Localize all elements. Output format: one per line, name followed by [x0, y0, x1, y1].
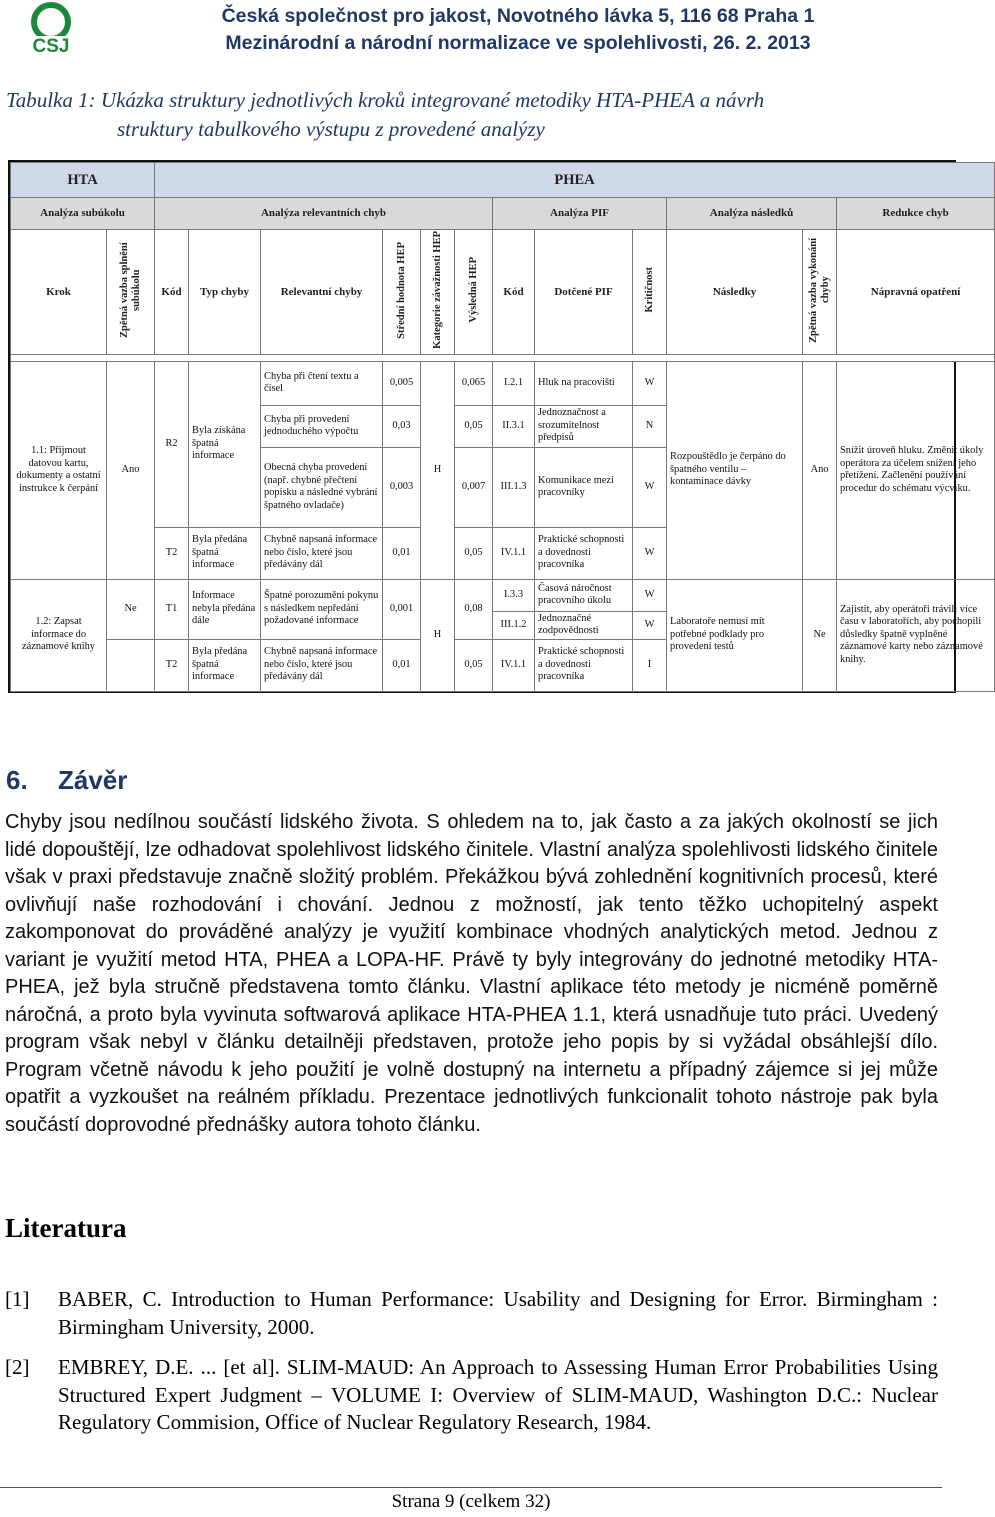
row-4-stredni: 0,001 [383, 579, 421, 639]
row-4-kod2: I.3.3 [493, 579, 535, 611]
subhead-redukce-chyb: Redukce chyb [837, 198, 995, 230]
row-5-krit: I [633, 639, 667, 691]
row-0-vysledna: 0,065 [455, 361, 493, 405]
row-3-chyba: Chybně napsaná informace nebo číslo, které jsou předávány dál [261, 527, 383, 579]
reference-text: EMBREY, D.E. ... [et al]. SLIM-MAUD: An Approach to Assessing Human Error Probabilities Using Structured Expert Judgment – VOLUME I: Overview of SLIM-MAUD, Washington D.C.: Nuclear Regulatory Commision, Office of Nuclear Regulatory Research, 1984. [58, 1355, 938, 1434]
subhead-analyza-subukolu: Analýza subúkolu [11, 198, 155, 230]
row-0-chyba: Chyba při čtení textu a čísel [261, 361, 383, 405]
col-relevantni-chyby: Relevantní chyby [261, 230, 383, 355]
header-line-1: Česká společnost pro jakost, Novotného lávka 5, 116 68 Praha 1 [221, 5, 815, 27]
conclusion-paragraph: Chyby jsou nedílnou součástí lidského života. S ohledem na to, jak často a za jakých okolností se jich lidé dopouštějí, lze odhadovat spolehlivost lidského činitele. Vlastní analýza spolehlivosti lidského činitele však v praxi představuje značně složitý problém. Překážkou bývá zohlednění kognitivních procesů, které ovlivňují naše rozhodování i chování. Jednou z možností, jak tento těžko uchopitelný aspekt zakomponovat do prováděné analýzy je využití kombinace vhodných analytických metod. Jednou z variant je využití metod HTA, PHEA a LOPA-HF. Právě ty byly integrovány do jednotné metodiky HTA-PHEA, jež byla stručně představena tomto článku. Vlastní aplikace této metody je nicméně poměrně náročná, a proto byla vyvinuta softwarová aplikace HTA-PHEA 1.1, která usnadňuje tuto práci. Uvedený program však nebyl v článku detailněji představen, protože jeho popis by si vyžádal obsáhlejší dílo. Program včetně návodu k jeho použití je volně dostupný na internetu a případný zájemce si jej může opatřit a vyzkoušet na reálném příkladu. Prezentace jednotlivých funkcionalit tohoto nástroje pak byla součástí doprovodné přednášky autora tohoto článku. [5, 811, 938, 1136]
section-heading [6, 765, 127, 796]
row-2-chyba: Obecná chyba provedení (např. chybné přečtení popisku a následné vybrání špatného ovladače) [261, 447, 383, 527]
step-2-zpetna-empty [107, 639, 155, 691]
row-2-stredni: 0,003 [383, 447, 421, 527]
step-2-zpetna: Ne [107, 579, 155, 639]
col-kriticnost: Kritičnost [643, 267, 655, 313]
col-nasledky: Následky [667, 230, 803, 355]
logo-text: CSJ [32, 36, 70, 57]
row-5-typ: Byla předána špatná informace [189, 639, 261, 691]
table-row [11, 579, 995, 611]
col-stredni-hodnota: Střední hodnota HEP [395, 241, 407, 339]
col-napravna: Nápravná opatření [837, 230, 995, 355]
section-number: 6. [6, 765, 28, 795]
col-kategorie: Kategorie závažnosti HEP [431, 231, 443, 349]
row-5-kod: T2 [155, 639, 189, 691]
literature-heading: Literatura [5, 1213, 127, 1243]
step-2-napravna: Zajistit, aby operátoři trávili více času v laboratořích, aby pochopili důsledky špatně vyplněné záznamové karty nebo záznamové knihy. [837, 579, 995, 691]
step-1-krok: 1.1: Přijmout datovou kartu, dokumenty a ostatní instrukce k čerpání [11, 361, 107, 579]
col-zpetna-vazba-chyby: Zpětná vazba vykonání chyby [807, 237, 831, 343]
page-header [0, 0, 960, 62]
row-3-kod: T2 [155, 527, 189, 579]
step-2-zpetna2: Ne [803, 579, 837, 691]
col-typ-chyby: Typ chyby [189, 230, 261, 355]
header-line-2: Mezinárodní a národní normalizace ve spolehlivosti, 26. 2. 2013 [225, 32, 811, 54]
row-4-kod: T1 [155, 579, 189, 639]
col-krok: Krok [11, 230, 107, 355]
csj-logo-icon [20, 2, 82, 57]
row-1-krit: N [633, 405, 667, 447]
table-row [11, 361, 995, 405]
step-2-krok: 1.2: Zapsat informace do záznamové knihy [11, 579, 107, 691]
table-caption [6, 86, 936, 144]
row-3-pif: Praktické schopnosti a dovednosti pracovníka [535, 527, 633, 579]
reference-text: BABER, C. Introduction to Human Performance: Usability and Designing for Error. Birmingham : Birmingham University, 2000. [58, 1287, 938, 1339]
col-zpetna-vazba-subukolu: Zpětná vazba splnění subúkolu [118, 242, 142, 338]
row-0-typ: Byla získána špatná informace [189, 361, 261, 527]
row-4-vysledna: 0,08 [455, 579, 493, 639]
reference-number: [1] [5, 1287, 30, 1311]
reference-item [5, 1286, 938, 1341]
reference-number: [2] [5, 1355, 30, 1379]
caption-line-1: Tabulka 1: Ukázka struktury jednotlivých kroků integrované metodiky HTA-PHEA a návrh [6, 88, 765, 112]
page-number: Strana 9 (celkem 32) [391, 1491, 551, 1512]
col-vysledna: Výsledná HEP [467, 257, 479, 323]
row-0-kod2: I.2.1 [493, 361, 535, 405]
row-0-kod: R2 [155, 361, 189, 527]
col-dotcene-pif: Dotčené PIF [535, 230, 633, 355]
row-4-typ: Informace nebyla předána dále [189, 579, 261, 639]
row-4-pifb: Jednoznačné zodpovědnosti [535, 611, 633, 639]
row-1-kod2: II.3.1 [493, 405, 535, 447]
group-hta: HTA [11, 163, 155, 198]
row-4-kod2b: III.1.2 [493, 611, 535, 639]
col-kod2: Kód [493, 230, 535, 355]
row-3-kod2: IV.1.1 [493, 527, 535, 579]
step-1-kategorie: H [421, 361, 455, 579]
step-2-kategorie: H [421, 579, 455, 691]
subhead-analyza-chyb: Analýza relevantních chyb [155, 198, 493, 230]
row-4-krit: W [633, 579, 667, 611]
row-1-pif: Jednoznačnost a srozumitelnost předpisů [535, 405, 633, 447]
row-1-stredni: 0,03 [383, 405, 421, 447]
reference-item [5, 1354, 938, 1437]
footer-divider [0, 1487, 942, 1488]
step-2-nasledky: Laboratoře nemusí mít potřebné podklady pro provedení testů [667, 579, 803, 691]
section-title: Závěr [58, 765, 128, 795]
step-1-nasledky: Rozpouštědlo je čerpáno do špatného ventilu – kontaminace dávky [667, 361, 803, 579]
row-2-krit: W [633, 447, 667, 527]
col-kod: Kód [155, 230, 189, 355]
row-4-pif: Časová náročnost pracovního úkolu [535, 579, 633, 611]
hta-phea-table [10, 162, 995, 692]
row-5-kod2: IV.1.1 [493, 639, 535, 691]
caption-line-2: struktury tabulkového výstupu z provedené analýzy [117, 117, 545, 141]
row-0-krit: W [633, 361, 667, 405]
row-0-pif: Hluk na pracovišti [535, 361, 633, 405]
row-5-vysledna: 0,05 [455, 639, 493, 691]
row-5-chyba: Chybně napsaná informace nebo číslo, které jsou předávány dál [261, 639, 383, 691]
row-3-vysledna: 0,05 [455, 527, 493, 579]
row-3-krit: W [633, 527, 667, 579]
step-1-zpetna: Ano [107, 361, 155, 579]
group-phea: PHEA [155, 163, 995, 198]
row-4-kritb: W [633, 611, 667, 639]
row-1-chyba: Chyba při provedení jednoduchého výpočtu [261, 405, 383, 447]
row-3-typ: Byla předána špatná informace [189, 527, 261, 579]
subhead-analyza-nasledku: Analýza následků [667, 198, 837, 230]
step-1-zpetna2: Ano [803, 361, 837, 579]
hta-phea-table-image [8, 160, 984, 693]
row-4-chyba: Špatné porozumění pokynu s následkem nepředání požadované informace [261, 579, 383, 639]
step-1-napravna: Snížit úroveň hluku. Změnit úkoly operátora za účelem snížení jeho přetížení. Začlenění používání procedur do schématu výcviku. [837, 361, 995, 579]
row-2-kod2: III.1.3 [493, 447, 535, 527]
row-0-stredni: 0,005 [383, 361, 421, 405]
row-1-vysledna: 0,05 [455, 405, 493, 447]
row-2-pif: Komunikace mezi pracovníky [535, 447, 633, 527]
row-3-stredni: 0,01 [383, 527, 421, 579]
row-2-vysledna: 0,007 [455, 447, 493, 527]
row-5-stredni: 0,01 [383, 639, 421, 691]
row-5-pif: Praktické schopnosti a dovednosti pracovníka [535, 639, 633, 691]
subhead-analyza-pif: Analýza PIF [493, 198, 667, 230]
